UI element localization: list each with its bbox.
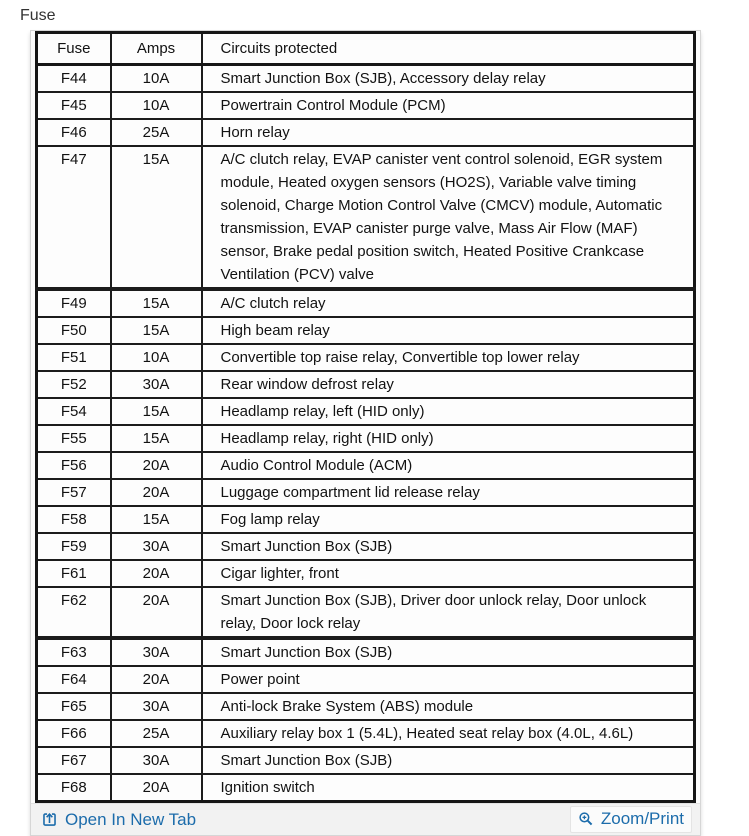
magnifier-plus-icon — [578, 811, 594, 827]
fuse-cell: F52 — [37, 371, 111, 398]
fuse-cell: F65 — [37, 693, 111, 720]
fuse-row-f68 — [37, 774, 695, 802]
fuse-row-f66 — [37, 720, 695, 747]
fuse-cell: F47 — [37, 146, 111, 289]
fuse-cell: F63 — [37, 638, 111, 666]
fuse-cell: F67 — [37, 747, 111, 774]
amps-cell: 30A — [111, 533, 202, 560]
amps-cell: 30A — [111, 693, 202, 720]
fuse-row-f44 — [37, 65, 695, 93]
circuits-cell: Ignition switch — [220, 779, 315, 796]
circuits-cell: Headlamp relay, right (HID only) — [202, 425, 695, 452]
fuse-row-f47 — [37, 146, 695, 289]
fuse-row-f52 — [37, 371, 695, 398]
zoom-print-link[interactable] — [570, 806, 692, 833]
amps-cell: 10A — [111, 92, 202, 119]
amps-cell: 30A — [111, 747, 202, 774]
circuits-cell: Smart Junction Box (SJB) — [202, 533, 695, 560]
open-in-new-tab-link[interactable] — [41, 810, 196, 830]
fuse-cell: F50 — [37, 317, 111, 344]
circuits-cell: Auxiliary relay box 1 (5.4L), Heated seat relay box (4.0L, 4.6L) — [202, 720, 695, 747]
column-header-fuse: Fuse — [37, 33, 111, 65]
circuits-cell: Smart Junction Box (SJB) — [202, 638, 695, 666]
circuits-cell: Fog lamp relay — [202, 506, 695, 533]
fuse-row-f55 — [37, 425, 695, 452]
fuse-table — [35, 31, 696, 803]
page-title: Fuse — [20, 7, 56, 24]
circuits-cell: A/C clutch relay, EVAP canister vent control solenoid, EGR system module, Heated oxygen sensors (HO2S), Variable valve timing solenoid, Charge Motion Control Valve (CMCV) module, Automatic transmission, EVAP canister purge valve, Mass Air Flow (MAF) sensor, Brake pedal position switch, Heated Positive Crankcase Ventilation (PCV) valve — [202, 146, 695, 289]
fuse-row-f46 — [37, 119, 695, 146]
fuse-table-container — [31, 31, 700, 803]
circuits-cell: Smart Junction Box (SJB), Driver door unlock relay, Door unlock relay, Door lock relay — [202, 587, 695, 638]
fuse-cell: F66 — [37, 720, 111, 747]
amps-cell: 15A — [111, 317, 202, 344]
fuse-row-f58 — [37, 506, 695, 533]
fuse-row-f54 — [37, 398, 695, 425]
circuits-cell: High beam relay — [202, 317, 695, 344]
fuse-cell: F44 — [37, 65, 111, 93]
fuse-row-f61 — [37, 560, 695, 587]
amps-cell: 30A — [111, 638, 202, 666]
amps-cell: 15A — [111, 425, 202, 452]
amps-cell: 10A — [111, 344, 202, 371]
fuse-chart-panel — [30, 30, 701, 836]
amps-cell: 10A — [111, 65, 202, 93]
fuse-cell: F54 — [37, 398, 111, 425]
amps-cell: 25A — [111, 119, 202, 146]
fuse-cell: F64 — [37, 666, 111, 693]
amps-cell: 20A — [111, 774, 202, 802]
fuse-row-f57 — [37, 479, 695, 506]
fuse-row-f51 — [37, 344, 695, 371]
fuse-row-f63 — [37, 638, 695, 666]
circuits-cell: Smart Junction Box (SJB) — [202, 747, 695, 774]
circuits-cell: Audio Control Module (ACM) — [202, 452, 695, 479]
amps-cell: 20A — [111, 560, 202, 587]
column-header-circuits: Circuits protected — [202, 33, 695, 65]
fuse-row-f62 — [37, 587, 695, 638]
open-in-new-tab-label: Open In New Tab — [65, 809, 197, 829]
table-header-row — [37, 33, 695, 65]
fuse-cell: F62 — [37, 587, 111, 638]
fuse-cell: F59 — [37, 533, 111, 560]
fuse-cell: F46 — [37, 119, 111, 146]
amps-cell: 15A — [111, 289, 202, 317]
circuits-cell: Convertible top raise relay, Convertible top lower relay — [202, 344, 695, 371]
fuse-cell: F49 — [37, 289, 111, 317]
fuse-cell: F45 — [37, 92, 111, 119]
zoom-print-label: Zoom/Print — [600, 809, 684, 828]
fuse-row-f59 — [37, 533, 695, 560]
amps-cell: 15A — [111, 146, 202, 289]
fuse-cell: F68 — [37, 774, 111, 802]
fuse-row-f64 — [37, 666, 695, 693]
fuse-cell: F57 — [37, 479, 111, 506]
amps-cell: 15A — [111, 398, 202, 425]
amps-cell: 20A — [111, 479, 202, 506]
fuse-cell: F55 — [37, 425, 111, 452]
viewer-toolbar — [31, 803, 700, 835]
amps-cell: 20A — [111, 666, 202, 693]
fuse-cell: F61 — [37, 560, 111, 587]
circuits-cell: Headlamp relay, left (HID only) — [202, 398, 695, 425]
circuits-cell: Rear window defrost relay — [202, 371, 695, 398]
circuits-cell: Smart Junction Box (SJB), Accessory delay relay — [202, 65, 695, 93]
fuse-cell: F56 — [37, 452, 111, 479]
fuse-row-f45 — [37, 92, 695, 119]
fuse-row-f49 — [37, 289, 695, 317]
circuits-cell: Cigar lighter, front — [202, 560, 695, 587]
column-header-amps: Amps — [111, 33, 202, 65]
circuits-cell: Luggage compartment lid release relay — [202, 479, 695, 506]
fuse-row-f56 — [37, 452, 695, 479]
fuse-row-f50 — [37, 317, 695, 344]
circuits-cell: Powertrain Control Module (PCM) — [202, 92, 695, 119]
fuse-cell: F51 — [37, 344, 111, 371]
circuits-cell: Horn relay — [202, 119, 695, 146]
circuits-cell: Power point — [202, 666, 695, 693]
fuse-row-f67 — [37, 747, 695, 774]
open-in-new-tab-icon — [41, 811, 58, 828]
circuits-cell: A/C clutch relay — [202, 289, 695, 317]
amps-cell: 20A — [111, 452, 202, 479]
amps-cell: 15A — [111, 506, 202, 533]
amps-cell: 20A — [111, 587, 202, 638]
amps-cell: 25A — [111, 720, 202, 747]
circuits-cell: Anti-lock Brake System (ABS) module — [202, 693, 695, 720]
fuse-row-f65 — [37, 693, 695, 720]
amps-cell: 30A — [111, 371, 202, 398]
fuse-cell: F58 — [37, 506, 111, 533]
